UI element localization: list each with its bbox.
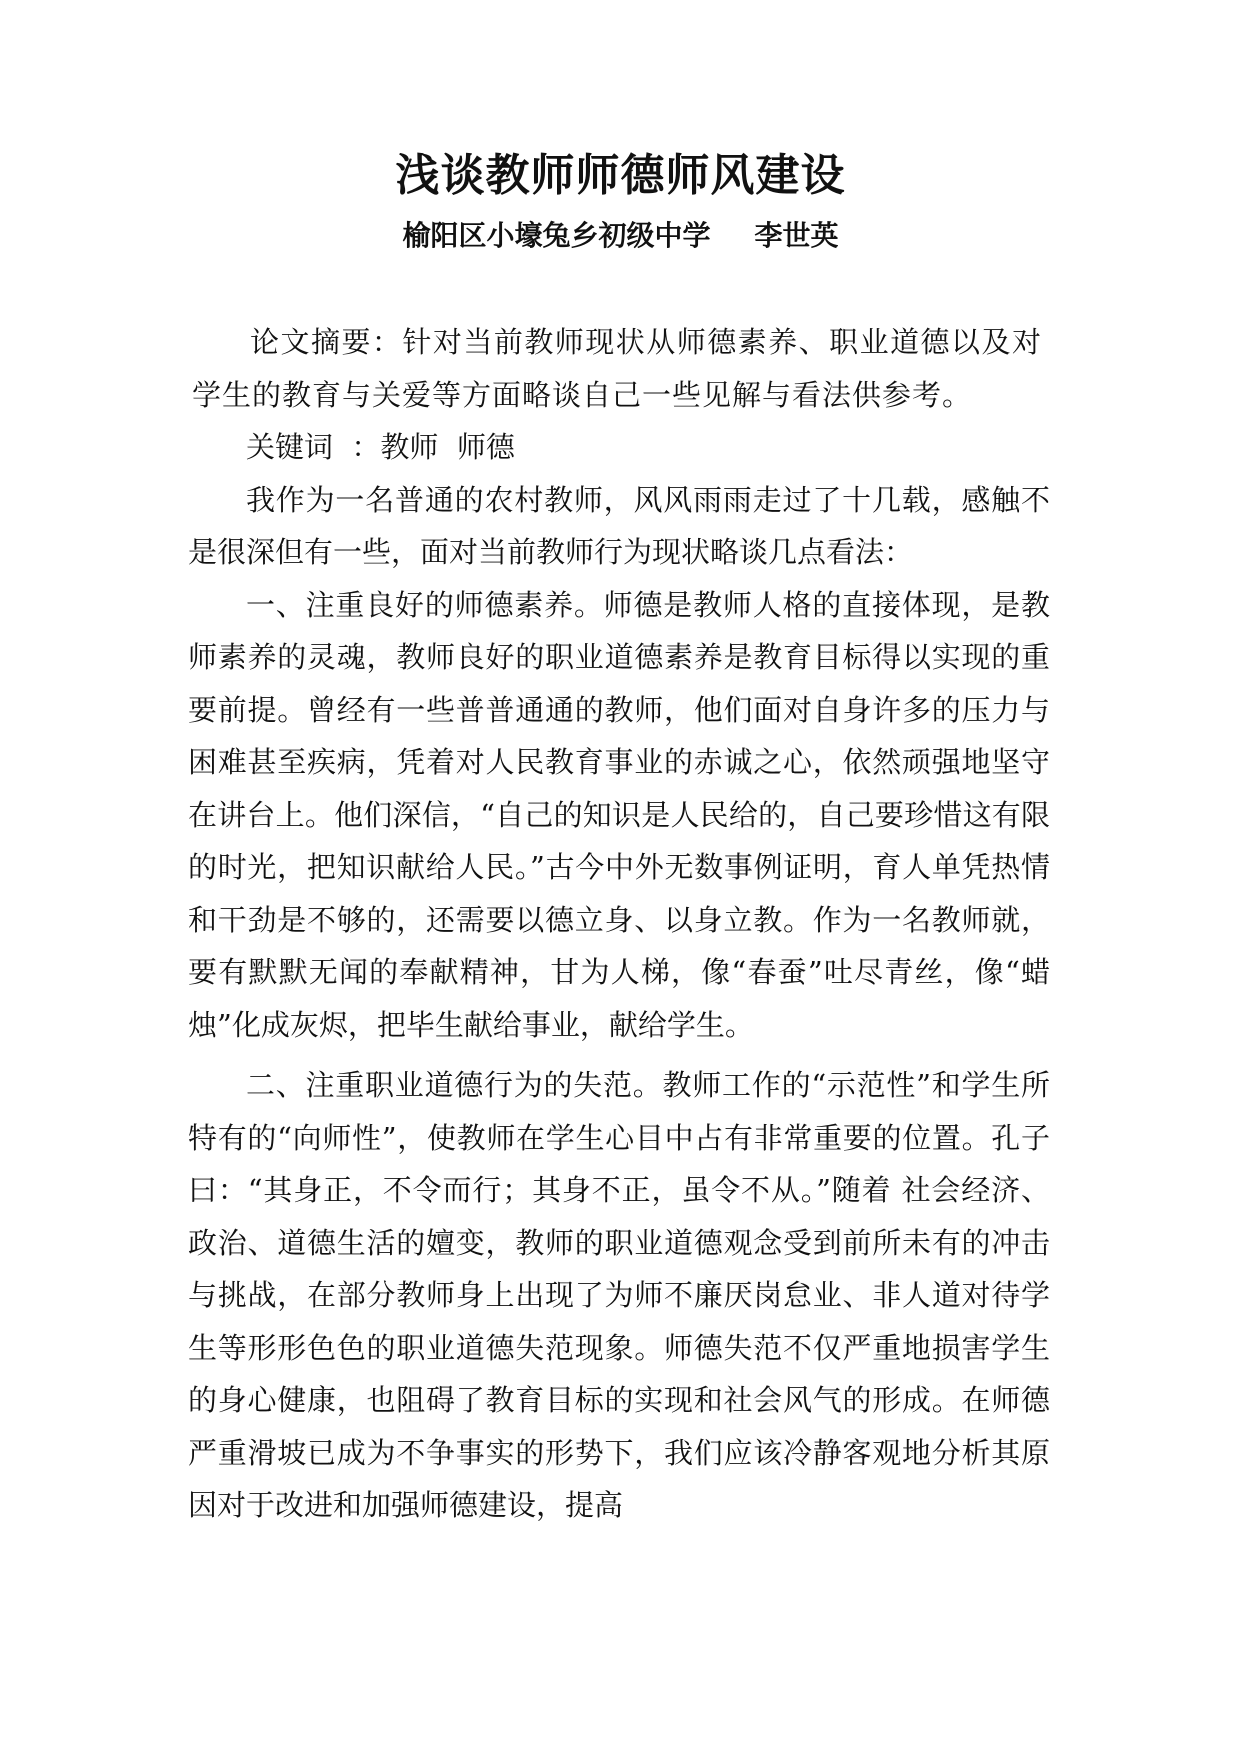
- document-title: 浅谈教师师德师风建设: [395, 150, 846, 201]
- intro-paragraph: 我作为一名普通的农村教师，风风雨雨走过了十几载，感触不是很深但有一些，面对当前教师行为现状略谈几点看法：: [188, 482, 1050, 569]
- document-body: [188, 316, 1050, 1532]
- author-school: 榆阳区小壕兔乡初级中学: [402, 219, 711, 252]
- keywords-line: 关键词 ：教师 师德: [246, 430, 515, 464]
- section-1-paragraph: 一、注重良好的师德素养。师德是教师人格的直接体现，是教师素养的灵魂，教师良好的职业道德素养是教育目标得以实现的重要前提。曾经有一些普普通通的教师，他们面对自身许多的压力与困难甚至疾病，凭着对人民教育事业的赤诚之心，依然顽强地坚守在讲台上。他们深信，“自己的知识是人民给的，自己要珍惜这有限的时光，把知识献给人民。”古今中外无数事例证明，育人单凭热情和干劲是不够的，还需要以德立身、以身立教。作为一名教师就，要有默默无闻的奉献精神，甘为人梯，像“春蚕”吐尽青丝，像“蜡烛”化成灰烬，把毕生献给事业，献给学生。: [188, 587, 1050, 1042]
- abstract-paragraph: 论文摘要：针对当前教师现状从师德素养、职业道德以及对学生的教育与关爱等方面略谈自己一些见解与看法供参考。: [192, 325, 1042, 412]
- author-name: 李世英: [754, 219, 839, 252]
- section-2-paragraph: 二、注重职业道德行为的失范。教师工作的“示范性”和学生所特有的“向师性”，使教师在学生心目中占有非常重要的位置。孔子曰：“其身正，不令而行；其身不正，虽令不从。”随着 社会经济、政治、道德生活的嬗变，教师的职业道德观念受到前所未有的冲击与挑战，在部分教师身上出现了为师不廉厌岗怠业、非人道对待学生等形形色色的职业道德失范现象。师德失范不仅严重地损害学生的身心健康，也阻碍了教育目标的实现和社会风气的形成。在师德严重滑坡已成为不争事实的形势下，我们应该冷静客观地分析其原因对于改进和加强师德建设，提高: [188, 1068, 1050, 1522]
- author-byline: [0, 216, 1241, 256]
